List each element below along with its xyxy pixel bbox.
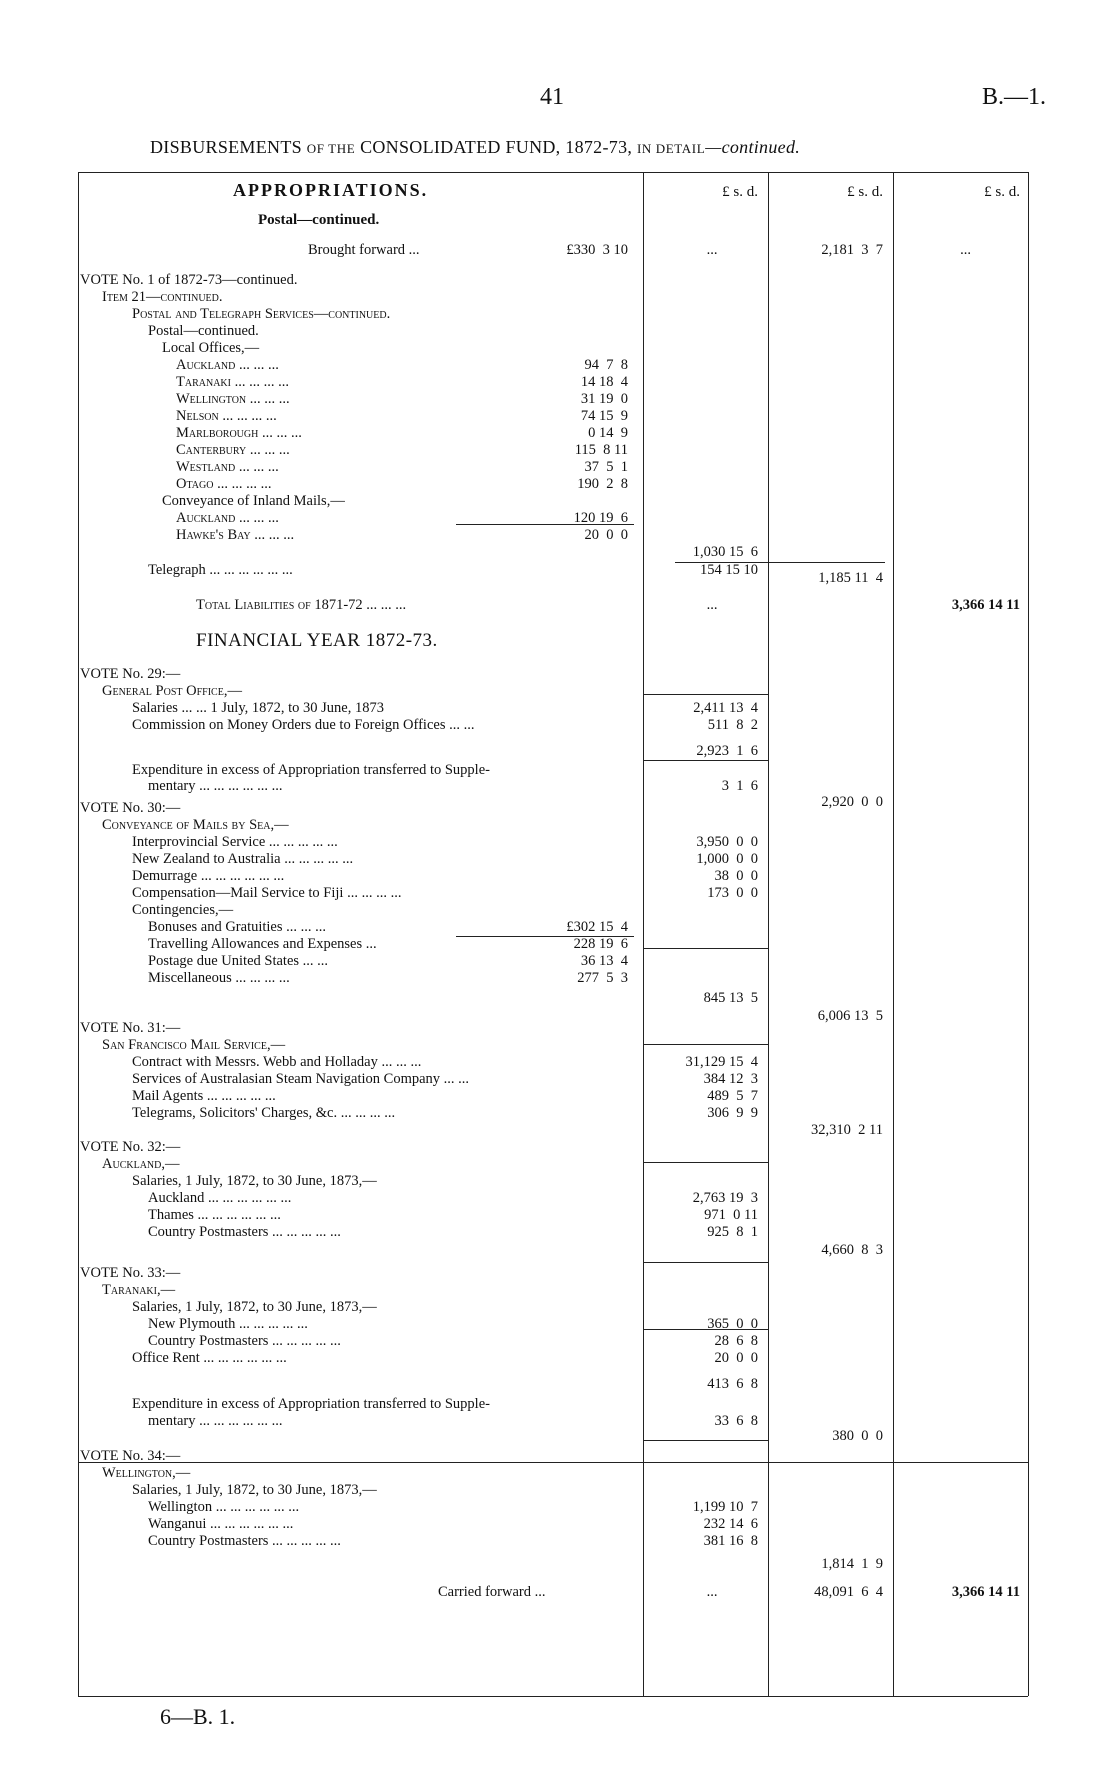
table-row: New Plymouth ... ... ... ... ... 365 0 0: [148, 1316, 758, 1332]
table-row: Mail Agents ... ... ... ... ... 489 5 7: [132, 1088, 758, 1104]
table-row: Total Liabilities of 1871-72 ... ... ... ... 3,366 14 11: [196, 597, 1020, 613]
table-row: Demurrage ... ... ... ... ... ... 38 0 0: [132, 868, 758, 884]
table-row: Salaries, 1 July, 1872, to 30 June, 1873,—: [132, 1173, 377, 1189]
table-row: Conveyance of Inland Mails,—: [162, 493, 345, 509]
table-row: Otago ... ... ... ... 190 2 8: [176, 476, 628, 492]
table-row: Wellington ... ... ... 31 19 0: [176, 391, 628, 407]
table-row: Interprovincial Service ... ... ... ... ... 3,950 0 0: [132, 834, 758, 850]
table-row: Thames ... ... ... ... ... ... 971 0 11: [148, 1207, 758, 1223]
table-row: San Francisco Mail Service,—: [102, 1037, 286, 1053]
table-row: Item 21—continued.: [102, 289, 223, 305]
table-row: Nelson ... ... ... ... 74 15 9: [176, 408, 628, 424]
table-row: Wellington ... ... ... ... ... ... 1,199 10 7: [148, 1499, 758, 1515]
table-row: Auckland,—: [102, 1156, 180, 1172]
table-row: Commission on Money Orders due to Foreign Offices ... ... 511 8 2: [132, 717, 758, 733]
table-row: Postal—continued.: [148, 323, 259, 339]
table-row: VOTE No. 30:—: [80, 800, 181, 816]
table-row: Country Postmasters ... ... ... ... ... 381 16 8: [148, 1533, 758, 1549]
table-row: Postal and Telegraph Services—continued.: [132, 306, 391, 322]
table-row: 1,814 1 9: [821, 1556, 883, 1572]
table-row: 845 13 5: [703, 990, 758, 1006]
table-row: VOTE No. 32:—: [80, 1139, 181, 1155]
rule-gpo-2: [643, 760, 768, 761]
table-row: 4,660 8 3: [821, 1242, 883, 1258]
table-row: Hawke's Bay ... ... ... 20 0 0: [176, 527, 628, 543]
table-row: Taranaki,—: [102, 1282, 176, 1298]
table-row: Brought forward ... £330 3 10 ... 2,181 3 7 ...: [308, 242, 971, 258]
table-row: Services of Australasian Steam Navigation Company ... ... 384 12 3: [132, 1071, 758, 1087]
table-row: mentary ... ... ... ... ... ... 3 1 6: [148, 778, 758, 794]
table-row: Wellington,—: [102, 1465, 191, 1481]
table-row: 413 6 8: [707, 1376, 758, 1392]
table-row: Country Postmasters ... ... ... ... ... 925 8 1: [148, 1224, 758, 1240]
table-row: APPROPRIATIONS.: [233, 180, 429, 200]
table-row: New Zealand to Australia ... ... ... ... ... 1,000 0 0: [132, 851, 758, 867]
disbursements-table: [78, 172, 1028, 1696]
table-row: Wanganui ... ... ... ... ... ... 232 14 6: [148, 1516, 758, 1532]
table-row: FINANCIAL YEAR 1872-73.: [196, 630, 438, 651]
document-reference: B.—1.: [982, 84, 1047, 110]
col-header-3: £ s. d.: [984, 184, 1020, 200]
page-title: [150, 137, 800, 158]
rule-vote33: [643, 1262, 768, 1263]
table-row: 1,185 11 4: [818, 570, 883, 586]
table-row: Travelling Allowances and Expenses ... 228 19 6: [148, 936, 628, 952]
table-row: VOTE No. 29:—: [80, 666, 181, 682]
table-row: Conveyance of Mails by Sea,—: [102, 817, 289, 833]
table-row: 2,920 0 0: [821, 794, 883, 810]
page-number: 41: [540, 84, 564, 110]
table-row: VOTE No. 34:—: [80, 1448, 181, 1464]
table-row: Office Rent ... ... ... ... ... ... 20 0 0: [132, 1350, 758, 1366]
title-in-detail: IN DETAIL: [637, 141, 706, 156]
table-row: Salaries, 1 July, 1872, to 30 June, 1873,—: [132, 1299, 377, 1315]
table-row: Local Offices,—: [162, 340, 260, 356]
table-row: VOTE No. 33:—: [80, 1265, 181, 1281]
table-top-rule: [78, 172, 1028, 173]
table-row: Postage due United States ... ... 36 13 4: [148, 953, 628, 969]
table-row: 380 0 0: [832, 1428, 883, 1444]
table-row: Bonuses and Gratuities ... ... ... £302 15 4: [148, 919, 628, 935]
table-row: 2,923 1 6: [696, 743, 758, 759]
table-row: Salaries, 1 July, 1872, to 30 June, 1873,—: [132, 1482, 377, 1498]
title-main: DISBURSEMENTS: [150, 137, 302, 157]
table-row: Marlborough ... ... ... 0 14 9: [176, 425, 628, 441]
col-header-1: £ s. d.: [722, 184, 758, 200]
table-row: Taranaki ... ... ... ... 14 18 4: [176, 374, 628, 390]
signature-reference: 6—B. 1.: [160, 1704, 236, 1729]
table-row: Canterbury ... ... ... 115 8 11: [176, 442, 628, 458]
col-header-2: £ s. d.: [847, 184, 883, 200]
table-row: Westland ... ... ... 37 5 1: [176, 459, 628, 475]
table-row: Telegrams, Solicitors' Charges, &c. ... ... ... ... 306 9 9: [132, 1105, 758, 1121]
table-row: Country Postmasters ... ... ... ... ... 28 6 8: [148, 1333, 758, 1349]
table-row: General Post Office,—: [102, 683, 242, 699]
table-row: VOTE No. 31:—: [80, 1020, 181, 1036]
table-row: Postal—continued.: [258, 212, 380, 228]
table-row: 6,006 13 5: [817, 1008, 883, 1024]
table-row: Expenditure in excess of Appropriation transferred to Supple-: [132, 1396, 490, 1412]
table-bottom-rule: [78, 1696, 1028, 1697]
table-row: Salaries ... ... 1 July, 1872, to 30 June, 1873 2,411 13 4: [132, 700, 758, 716]
table-row: 1,030 15 6: [692, 544, 758, 560]
table-row: mentary ... ... ... ... ... ... 33 6 8: [148, 1413, 758, 1429]
title-fund: CONSOLIDATED FUND, 1872-73,: [360, 137, 633, 157]
title-of-the: OF THE: [306, 141, 356, 156]
title-continued: —continued.: [705, 137, 801, 157]
table-row: Compensation—Mail Service to Fiji ... ... ... ... 173 0 0: [132, 885, 758, 901]
table-row: Miscellaneous ... ... ... ... 277 5 3: [148, 970, 628, 986]
table-row: Auckland ... ... ... ... ... ... 2,763 19 3: [148, 1190, 758, 1206]
table-right-rule: [1028, 172, 1029, 1696]
table-row: Expenditure in excess of Appropriation transferred to Supple-: [132, 762, 490, 778]
table-row: Auckland ... ... ... 120 19 6: [176, 510, 628, 526]
table-row: Carried forward ... ... 48,091 6 4 3,366 14 11: [438, 1584, 1020, 1600]
table-row: 32,310 2 11: [811, 1122, 883, 1138]
table-row: Auckland ... ... ... 94 7 8: [176, 357, 628, 373]
table-row: Contingencies,—: [132, 902, 234, 918]
table-row: Contract with Messrs. Webb and Holladay ... ... ... 31,129 15 4: [132, 1054, 758, 1070]
table-row: Telegraph ... ... ... ... ... ... 154 15 10: [148, 562, 758, 578]
table-row: VOTE No. 1 of 1872-73—continued.: [80, 272, 298, 288]
